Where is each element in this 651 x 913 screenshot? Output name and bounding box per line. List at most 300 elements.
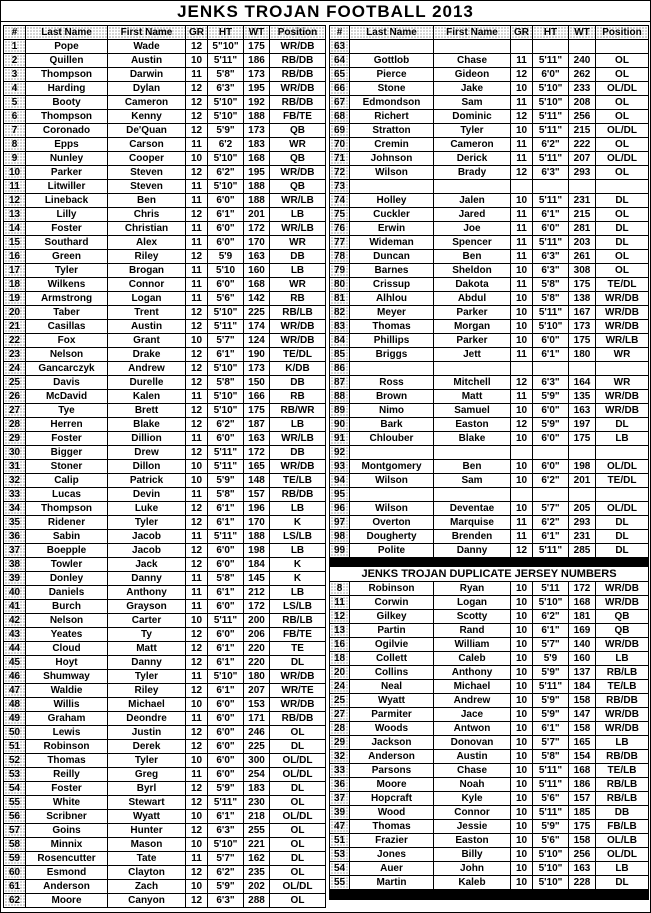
cell-position: OL/DL: [270, 880, 326, 894]
cell-position: OL: [596, 96, 649, 110]
cell-grade: 11: [186, 768, 208, 782]
player-row: [330, 40, 649, 54]
cell-last-name: Calip: [26, 474, 108, 488]
cell-weight: 221: [244, 838, 270, 852]
player-row: [4, 96, 326, 110]
cell-weight: 205: [569, 502, 596, 516]
player-row: [4, 852, 326, 866]
cell-first-name: Gideon: [434, 68, 511, 82]
player-row: [4, 264, 326, 278]
cell-grade: 10: [186, 614, 208, 628]
player-row: [330, 110, 649, 124]
cell-height: 5'10": [208, 96, 244, 110]
player-row: [330, 264, 649, 278]
cell-last-name: Gottlob: [350, 54, 434, 68]
cell-height: 5'7": [533, 736, 569, 750]
cell-jersey-number: 54: [4, 782, 26, 796]
cell-height: 5'10": [208, 306, 244, 320]
cell-last-name: Auer: [350, 862, 434, 876]
cell-weight: 184: [569, 680, 596, 694]
cell-grade: 12: [186, 250, 208, 264]
cell-position: RB/DB: [596, 694, 649, 708]
player-row: [330, 820, 649, 834]
cell-grade: 10: [511, 292, 533, 306]
cell-weight: 202: [244, 880, 270, 894]
cell-last-name: Ogilvie: [350, 638, 434, 652]
cell-last-name: Frazier: [350, 834, 434, 848]
cell-height: 5'11": [208, 614, 244, 628]
cell-weight: 172: [244, 446, 270, 460]
cell-position: [596, 362, 649, 376]
cell-weight: 285: [569, 544, 596, 558]
column-header-height: HT: [208, 26, 244, 40]
cell-jersey-number: 1: [4, 40, 26, 54]
cell-first-name: Hunter: [108, 824, 186, 838]
cell-jersey-number: 20: [330, 666, 350, 680]
cell-jersey-number: 97: [330, 516, 350, 530]
player-row: [330, 82, 649, 96]
cell-last-name: Neal: [350, 680, 434, 694]
cell-last-name: Woods: [350, 722, 434, 736]
cell-weight: 206: [244, 628, 270, 642]
cell-position: LB: [270, 502, 326, 516]
cell-first-name: Jace: [434, 708, 511, 722]
cell-first-name: Anthony: [434, 666, 511, 680]
cell-jersey-number: 12: [4, 194, 26, 208]
cell-weight: 157: [244, 488, 270, 502]
cell-position: OL: [270, 894, 326, 908]
cell-first-name: Easton: [434, 834, 511, 848]
cell-last-name: Gilkey: [350, 610, 434, 624]
cell-last-name: Foster: [26, 432, 108, 446]
cell-first-name: Chris: [108, 208, 186, 222]
cell-grade: 12: [186, 516, 208, 530]
cell-last-name: Dougherty: [350, 530, 434, 544]
cell-first-name: Jack: [108, 558, 186, 572]
cell-position: K: [270, 558, 326, 572]
cell-jersey-number: 36: [4, 530, 26, 544]
cell-height: 6'1": [533, 624, 569, 638]
player-row: [330, 750, 649, 764]
cell-height: 5'8": [208, 376, 244, 390]
cell-height: 6'1": [208, 684, 244, 698]
player-row: [4, 516, 326, 530]
cell-position: RB/LB: [596, 792, 649, 806]
cell-weight: 169: [569, 624, 596, 638]
cell-jersey-number: 58: [4, 838, 26, 852]
cell-jersey-number: 20: [4, 306, 26, 320]
cell-last-name: White: [26, 796, 108, 810]
cell-position: LB: [270, 264, 326, 278]
player-row: [4, 614, 326, 628]
cell-last-name: Casillas: [26, 320, 108, 334]
cell-weight: 220: [244, 656, 270, 670]
cell-first-name: Patrick: [108, 474, 186, 488]
cell-weight: 173: [244, 124, 270, 138]
player-row: [4, 138, 326, 152]
column-header-height: HT: [533, 26, 569, 40]
cell-height: 6'1": [208, 348, 244, 362]
player-row: [330, 334, 649, 348]
cell-jersey-number: 10: [4, 166, 26, 180]
cell-first-name: Tyler: [434, 124, 511, 138]
cell-last-name: Coronado: [26, 124, 108, 138]
cell-last-name: Cloud: [26, 642, 108, 656]
cell-weight: 183: [244, 782, 270, 796]
cell-weight: 160: [569, 652, 596, 666]
cell-height: 5'8": [208, 572, 244, 586]
cell-jersey-number: 49: [4, 712, 26, 726]
player-row: [4, 320, 326, 334]
cell-position: DL: [270, 740, 326, 754]
cell-grade: 10: [511, 404, 533, 418]
player-row: [330, 876, 649, 890]
cell-height: 5'7": [208, 334, 244, 348]
player-row: [330, 764, 649, 778]
cell-jersey-number: 16: [4, 250, 26, 264]
cell-position: FB/LB: [596, 820, 649, 834]
cell-grade: 12: [186, 544, 208, 558]
cell-grade: 12: [186, 82, 208, 96]
cell-last-name: Robinson: [26, 740, 108, 754]
column-header-first-name: First Name: [434, 26, 511, 40]
cell-position: TE/LB: [596, 680, 649, 694]
cell-first-name: Brogan: [108, 264, 186, 278]
player-row: [4, 782, 326, 796]
player-row: [330, 666, 649, 680]
cell-weight: 180: [244, 670, 270, 684]
cell-jersey-number: 8: [4, 138, 26, 152]
cell-jersey-number: 98: [330, 530, 350, 544]
cell-weight: 188: [244, 180, 270, 194]
cell-height: 6'3": [208, 824, 244, 838]
cell-grade: 11: [186, 278, 208, 292]
cell-first-name: Tyler: [108, 754, 186, 768]
cell-position: WR/DB: [596, 596, 649, 610]
cell-first-name: Jett: [434, 348, 511, 362]
cell-grade: [511, 180, 533, 194]
cell-height: 5'11": [208, 320, 244, 334]
cell-grade: 11: [511, 208, 533, 222]
cell-jersey-number: 23: [4, 348, 26, 362]
cell-height: 5'10": [208, 180, 244, 194]
cell-first-name: Kalen: [108, 390, 186, 404]
cell-position: TE/DL: [596, 474, 649, 488]
cell-jersey-number: 61: [4, 880, 26, 894]
cell-grade: 10: [186, 698, 208, 712]
cell-first-name: Dillion: [108, 432, 186, 446]
player-row: [4, 292, 326, 306]
cell-first-name: Sam: [434, 474, 511, 488]
cell-grade: 12: [186, 866, 208, 880]
cell-last-name: Erwin: [350, 222, 434, 236]
cell-last-name: Holley: [350, 194, 434, 208]
cell-weight: 175: [244, 404, 270, 418]
cell-height: 5'10": [533, 82, 569, 96]
cell-position: RB/DB: [270, 68, 326, 82]
cell-position: WR/LB: [270, 194, 326, 208]
player-row: [4, 278, 326, 292]
cell-grade: 10: [186, 810, 208, 824]
cell-weight: 168: [244, 152, 270, 166]
cell-grade: 12: [186, 404, 208, 418]
cell-position: WR/DB: [596, 320, 649, 334]
cell-jersey-number: 69: [330, 124, 350, 138]
cell-grade: 11: [186, 68, 208, 82]
cell-jersey-number: 92: [330, 446, 350, 460]
cell-grade: 10: [511, 638, 533, 652]
cell-weight: 170: [244, 516, 270, 530]
cell-grade: 11: [186, 292, 208, 306]
cell-weight: 195: [244, 82, 270, 96]
cell-grade: 12: [511, 376, 533, 390]
cell-first-name: Rand: [434, 624, 511, 638]
player-row: [4, 180, 326, 194]
cell-first-name: Jessie: [434, 820, 511, 834]
cell-grade: 12: [511, 68, 533, 82]
cell-weight: 140: [569, 638, 596, 652]
cell-last-name: Phillips: [350, 334, 434, 348]
cell-height: 5'9": [208, 474, 244, 488]
cell-first-name: Grayson: [108, 600, 186, 614]
cell-last-name: Moore: [350, 778, 434, 792]
cell-grade: 10: [511, 652, 533, 666]
cell-first-name: Tate: [108, 852, 186, 866]
cell-jersey-number: 63: [330, 40, 350, 54]
cell-jersey-number: 36: [330, 778, 350, 792]
cell-weight: 175: [244, 40, 270, 54]
cell-last-name: [350, 446, 434, 460]
cell-weight: 300: [244, 754, 270, 768]
cell-height: 5'11": [533, 54, 569, 68]
cell-last-name: Briggs: [350, 348, 434, 362]
cell-weight: 186: [569, 778, 596, 792]
cell-first-name: Scotty: [434, 610, 511, 624]
cell-jersey-number: 2: [4, 54, 26, 68]
cell-grade: 10: [186, 460, 208, 474]
cell-last-name: Nelson: [26, 348, 108, 362]
player-row: [4, 40, 326, 54]
player-row: [4, 390, 326, 404]
cell-position: OL/DL: [596, 82, 649, 96]
cell-position: DL: [596, 236, 649, 250]
cell-jersey-number: 14: [4, 222, 26, 236]
cell-height: 6'3": [533, 166, 569, 180]
cell-position: DB: [270, 376, 326, 390]
cell-first-name: Michael: [108, 698, 186, 712]
player-row: [4, 418, 326, 432]
cell-first-name: Cameron: [108, 96, 186, 110]
cell-first-name: Zach: [108, 880, 186, 894]
player-row: [330, 530, 649, 544]
cell-last-name: Scribner: [26, 810, 108, 824]
cell-jersey-number: 37: [330, 792, 350, 806]
cell-jersey-number: 51: [4, 740, 26, 754]
cell-last-name: Ridener: [26, 516, 108, 530]
player-row: [4, 68, 326, 82]
column-header-last-name: Last Name: [350, 26, 434, 40]
cell-jersey-number: 24: [330, 680, 350, 694]
cell-height: 5'10": [208, 404, 244, 418]
cell-grade: 11: [511, 138, 533, 152]
duplicate-section-header: [330, 567, 649, 582]
cell-first-name: Anthony: [108, 586, 186, 600]
cell-jersey-number: 93: [330, 460, 350, 474]
cell-last-name: Thomas: [350, 820, 434, 834]
cell-first-name: Deventae: [434, 502, 511, 516]
cell-last-name: Nimo: [350, 404, 434, 418]
cell-last-name: Donley: [26, 572, 108, 586]
cell-jersey-number: 59: [4, 852, 26, 866]
player-row: [4, 656, 326, 670]
cell-height: 5'11": [533, 544, 569, 558]
cell-last-name: Parker: [26, 166, 108, 180]
cell-last-name: Minnix: [26, 838, 108, 852]
player-row: [330, 362, 649, 376]
cell-first-name: Austin: [108, 54, 186, 68]
player-row: [330, 236, 649, 250]
cell-first-name: Dylan: [108, 82, 186, 96]
cell-first-name: Abdul: [434, 292, 511, 306]
cell-jersey-number: 13: [4, 208, 26, 222]
column-header-position: Position: [596, 26, 649, 40]
cell-first-name: Logan: [108, 292, 186, 306]
cell-last-name: Lucas: [26, 488, 108, 502]
player-row: [330, 806, 649, 820]
cell-first-name: Alex: [108, 236, 186, 250]
cell-first-name: Mitchell: [434, 376, 511, 390]
cell-weight: 190: [244, 348, 270, 362]
cell-grade: 12: [186, 502, 208, 516]
cell-height: 5'11": [533, 124, 569, 138]
cell-height: 5'9": [208, 782, 244, 796]
cell-last-name: Martin: [350, 876, 434, 890]
cell-grade: 11: [511, 348, 533, 362]
cell-jersey-number: 24: [4, 362, 26, 376]
cell-weight: 138: [569, 292, 596, 306]
cell-jersey-number: 80: [330, 278, 350, 292]
cell-jersey-number: 27: [330, 708, 350, 722]
player-row: [4, 572, 326, 586]
cell-position: WR: [596, 348, 649, 362]
cell-jersey-number: 21: [4, 320, 26, 334]
player-row: [330, 320, 649, 334]
cell-grade: 10: [511, 820, 533, 834]
cell-position: WR/DB: [596, 708, 649, 722]
cell-weight: 158: [569, 722, 596, 736]
player-row: [4, 488, 326, 502]
cell-grade: 11: [186, 530, 208, 544]
cell-first-name: Brady: [434, 166, 511, 180]
player-row: [4, 54, 326, 68]
cell-last-name: Burch: [26, 600, 108, 614]
cell-position: TE/LB: [596, 764, 649, 778]
cell-weight: 200: [244, 614, 270, 628]
player-row: [330, 680, 649, 694]
cell-last-name: Jones: [350, 848, 434, 862]
cell-last-name: Wilson: [350, 502, 434, 516]
cell-position: DL: [270, 782, 326, 796]
cell-jersey-number: 17: [4, 264, 26, 278]
cell-first-name: Christian: [108, 222, 186, 236]
cell-jersey-number: 84: [330, 334, 350, 348]
cell-height: 5'9": [533, 708, 569, 722]
cell-height: 6'1": [533, 722, 569, 736]
cell-weight: 167: [569, 306, 596, 320]
cell-position: QB: [270, 124, 326, 138]
cell-weight: 188: [244, 530, 270, 544]
player-row: [4, 880, 326, 894]
cell-weight: 208: [569, 96, 596, 110]
cell-grade: 10: [186, 754, 208, 768]
cell-height: 6'2": [533, 516, 569, 530]
cell-grade: 10: [511, 680, 533, 694]
cell-first-name: Trent: [108, 306, 186, 320]
cell-position: OL: [270, 866, 326, 880]
player-row: [330, 124, 649, 138]
cell-last-name: Hoyt: [26, 656, 108, 670]
cell-last-name: [350, 362, 434, 376]
cell-jersey-number: 18: [330, 652, 350, 666]
cell-grade: 11: [186, 390, 208, 404]
cell-weight: 172: [244, 600, 270, 614]
cell-height: 5'11": [533, 236, 569, 250]
cell-height: [533, 180, 569, 194]
cell-jersey-number: 39: [330, 806, 350, 820]
cell-position: RB: [270, 292, 326, 306]
cell-first-name: Greg: [108, 768, 186, 782]
cell-weight: 170: [244, 236, 270, 250]
player-row: [4, 404, 326, 418]
cell-first-name: Matt: [434, 390, 511, 404]
player-row: [330, 610, 649, 624]
cell-grade: 10: [186, 334, 208, 348]
cell-grade: [511, 40, 533, 54]
cell-last-name: Pope: [26, 40, 108, 54]
cell-weight: 173: [569, 320, 596, 334]
cell-grade: [511, 362, 533, 376]
cell-last-name: Lewis: [26, 726, 108, 740]
cell-jersey-number: 51: [330, 834, 350, 848]
cell-height: 5'8": [533, 292, 569, 306]
player-row: [4, 194, 326, 208]
cell-grade: 10: [511, 320, 533, 334]
cell-first-name: Easton: [434, 418, 511, 432]
cell-last-name: Nelson: [26, 614, 108, 628]
cell-last-name: Lineback: [26, 194, 108, 208]
cell-height: 6'0": [208, 194, 244, 208]
cell-last-name: Thompson: [26, 68, 108, 82]
cell-weight: 207: [244, 684, 270, 698]
player-row: [4, 432, 326, 446]
player-row: [4, 740, 326, 754]
cell-weight: 174: [244, 320, 270, 334]
cell-grade: 12: [186, 642, 208, 656]
cell-grade: 10: [511, 666, 533, 680]
player-row: [4, 838, 326, 852]
cell-grade: 12: [186, 306, 208, 320]
cell-grade: 10: [511, 264, 533, 278]
cell-height: 6'2": [208, 866, 244, 880]
cell-height: [533, 446, 569, 460]
cell-grade: 12: [186, 796, 208, 810]
cell-position: OL/LB: [596, 834, 649, 848]
cell-position: DL: [596, 222, 649, 236]
cell-height: 6'1": [208, 586, 244, 600]
cell-first-name: Donovan: [434, 736, 511, 750]
cell-weight: 215: [569, 208, 596, 222]
cell-grade: 10: [511, 694, 533, 708]
